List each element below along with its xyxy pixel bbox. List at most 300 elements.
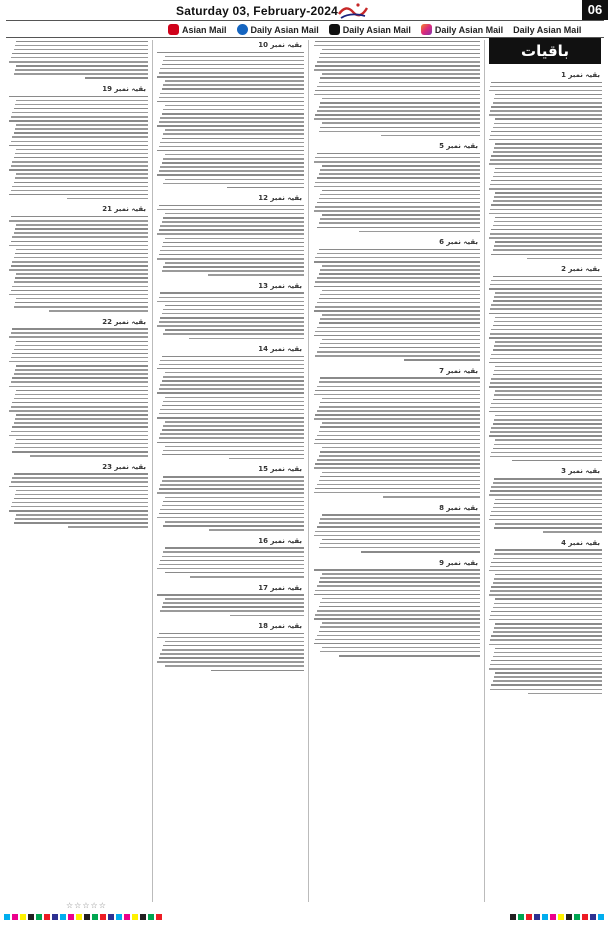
issue-date: Saturday 03, February-2024 bbox=[176, 4, 338, 18]
text-line bbox=[494, 370, 602, 372]
text-line bbox=[315, 414, 480, 416]
text-line bbox=[11, 290, 148, 292]
text-line bbox=[495, 118, 602, 120]
text-line bbox=[14, 306, 148, 308]
social-link-label: Asian Mail bbox=[182, 24, 227, 35]
text-line bbox=[159, 488, 304, 490]
text-line bbox=[319, 249, 480, 251]
registration-mark bbox=[84, 914, 90, 920]
text-line bbox=[163, 450, 304, 452]
text-line bbox=[229, 458, 304, 460]
text-line bbox=[491, 486, 602, 488]
text-line bbox=[15, 302, 148, 304]
text-line bbox=[319, 522, 480, 524]
text-line bbox=[162, 64, 304, 66]
text-line bbox=[404, 359, 480, 361]
text-line bbox=[159, 437, 304, 439]
text-line bbox=[322, 339, 480, 341]
text-line bbox=[165, 80, 304, 82]
text-line bbox=[314, 310, 480, 312]
text-line bbox=[15, 153, 148, 155]
text-line bbox=[495, 292, 602, 294]
text-line bbox=[160, 68, 304, 70]
text-line bbox=[16, 490, 148, 492]
text-line bbox=[322, 73, 480, 75]
continuation-heading: بقیہ نمبر 9 bbox=[439, 558, 478, 567]
text-line bbox=[319, 173, 480, 175]
text-line bbox=[320, 169, 480, 171]
text-line bbox=[317, 277, 480, 279]
text-line bbox=[490, 308, 602, 310]
text-line bbox=[12, 402, 148, 404]
text-line bbox=[319, 273, 480, 275]
column-2 bbox=[156, 38, 304, 904]
text-line bbox=[322, 190, 480, 192]
registration-mark bbox=[44, 914, 50, 920]
text-line bbox=[322, 647, 480, 649]
text-line bbox=[320, 651, 480, 653]
text-line bbox=[493, 374, 602, 376]
text-line bbox=[9, 169, 148, 171]
column-divider bbox=[308, 40, 309, 902]
text-line bbox=[495, 366, 602, 368]
registration-mark bbox=[550, 914, 556, 920]
text-line bbox=[165, 105, 304, 107]
social-link[interactable] bbox=[513, 22, 581, 37]
text-line bbox=[489, 237, 602, 239]
text-line bbox=[314, 94, 480, 96]
text-line bbox=[157, 417, 304, 419]
article-block bbox=[8, 41, 148, 79]
text-line bbox=[495, 574, 602, 576]
text-line bbox=[160, 250, 304, 252]
text-line bbox=[16, 514, 148, 516]
text-line bbox=[317, 153, 480, 155]
text-line bbox=[317, 110, 480, 112]
text-line bbox=[315, 531, 480, 533]
header-rule bbox=[6, 20, 604, 21]
text-line bbox=[160, 653, 304, 655]
text-line bbox=[491, 82, 602, 84]
text-line bbox=[160, 610, 304, 612]
text-line bbox=[157, 52, 304, 54]
text-line bbox=[159, 146, 304, 148]
text-line bbox=[160, 93, 304, 95]
text-line bbox=[15, 369, 148, 371]
text-line bbox=[15, 45, 148, 47]
text-line bbox=[495, 241, 602, 243]
article-block bbox=[312, 238, 480, 361]
registration-mark bbox=[108, 914, 114, 920]
text-line bbox=[322, 539, 480, 541]
text-line bbox=[314, 186, 480, 188]
registration-mark bbox=[12, 914, 18, 920]
text-line bbox=[314, 286, 480, 288]
text-line bbox=[320, 318, 480, 320]
text-line bbox=[159, 121, 304, 123]
text-line bbox=[491, 586, 602, 588]
text-line bbox=[162, 505, 304, 507]
text-line bbox=[14, 182, 148, 184]
text-line bbox=[160, 433, 304, 435]
registration-mark bbox=[132, 914, 138, 920]
text-line bbox=[159, 205, 304, 207]
text-line bbox=[490, 233, 602, 235]
text-line bbox=[11, 57, 148, 59]
text-line bbox=[494, 221, 602, 223]
text-line bbox=[14, 422, 148, 424]
text-line bbox=[493, 680, 602, 682]
social-links-bar bbox=[168, 22, 582, 37]
text-line bbox=[9, 386, 148, 388]
text-line bbox=[162, 88, 304, 90]
text-line bbox=[320, 518, 480, 520]
article-block bbox=[488, 71, 602, 259]
continuation-heading: بقیہ نمبر 17 bbox=[258, 583, 302, 592]
registration-mark bbox=[574, 914, 580, 920]
text-line bbox=[489, 288, 602, 290]
text-line bbox=[493, 225, 602, 227]
text-line bbox=[16, 173, 148, 175]
text-line bbox=[317, 635, 480, 637]
text-line bbox=[490, 490, 602, 492]
text-line bbox=[165, 213, 304, 215]
article-block bbox=[312, 41, 480, 137]
text-line bbox=[315, 355, 480, 357]
registration-mark bbox=[590, 914, 596, 920]
text-line bbox=[315, 206, 480, 208]
social-link[interactable] bbox=[237, 22, 319, 37]
text-line bbox=[162, 221, 304, 223]
text-line bbox=[15, 345, 148, 347]
registration-mark bbox=[28, 914, 34, 920]
text-line bbox=[490, 515, 602, 517]
text-line bbox=[11, 431, 148, 433]
registration-mark bbox=[598, 914, 604, 920]
text-line bbox=[165, 397, 304, 399]
text-line bbox=[11, 357, 148, 359]
text-line bbox=[491, 229, 602, 231]
text-line bbox=[163, 183, 304, 185]
text-line bbox=[491, 403, 602, 405]
text-line bbox=[162, 606, 304, 608]
text-line bbox=[489, 411, 602, 413]
registration-mark bbox=[566, 914, 572, 920]
text-line bbox=[491, 354, 602, 356]
text-line bbox=[12, 353, 148, 355]
text-line bbox=[9, 194, 148, 196]
text-line bbox=[315, 590, 480, 592]
text-line bbox=[317, 610, 480, 612]
text-line bbox=[12, 161, 148, 163]
column-1 bbox=[8, 38, 148, 904]
text-line bbox=[319, 131, 480, 133]
continuation-heading: بقیہ نمبر 23 bbox=[102, 462, 146, 471]
text-line bbox=[489, 619, 602, 621]
text-line bbox=[165, 641, 304, 643]
text-line bbox=[163, 158, 304, 160]
text-line bbox=[489, 337, 602, 339]
text-line bbox=[491, 684, 602, 686]
text-line bbox=[16, 249, 148, 251]
text-line bbox=[491, 660, 602, 662]
text-line bbox=[314, 335, 480, 337]
text-line bbox=[165, 521, 304, 523]
text-line bbox=[12, 136, 148, 138]
text-line bbox=[11, 216, 148, 218]
twitter-icon bbox=[329, 24, 340, 35]
text-line bbox=[493, 582, 602, 584]
text-line bbox=[315, 439, 480, 441]
facebook-icon bbox=[237, 24, 248, 35]
text-line bbox=[14, 257, 148, 259]
text-line bbox=[162, 356, 304, 358]
text-line bbox=[9, 220, 148, 222]
text-line bbox=[490, 159, 602, 161]
text-line bbox=[495, 672, 602, 674]
text-line bbox=[157, 661, 304, 663]
text-line bbox=[494, 196, 602, 198]
text-line bbox=[319, 606, 480, 608]
text-line bbox=[495, 168, 602, 170]
text-line bbox=[319, 631, 480, 633]
continuation-heading: بقیہ نمبر 10 bbox=[258, 41, 302, 49]
text-line bbox=[493, 200, 602, 202]
text-line bbox=[163, 84, 304, 86]
text-line bbox=[14, 108, 148, 110]
text-line bbox=[14, 398, 148, 400]
text-line bbox=[494, 676, 602, 678]
text-line bbox=[512, 460, 602, 462]
text-line bbox=[491, 155, 602, 157]
text-line bbox=[211, 670, 304, 672]
text-line bbox=[163, 401, 304, 403]
text-line bbox=[494, 603, 602, 605]
text-line bbox=[15, 518, 148, 520]
text-line bbox=[317, 459, 480, 461]
text-line bbox=[489, 188, 602, 190]
continuation-heading: بقیہ نمبر 14 bbox=[258, 345, 302, 353]
text-line bbox=[319, 581, 480, 583]
text-line bbox=[12, 236, 148, 238]
text-line bbox=[157, 594, 304, 596]
text-line bbox=[159, 657, 304, 659]
text-line bbox=[315, 614, 480, 616]
article-block bbox=[488, 265, 602, 461]
text-line bbox=[493, 558, 602, 560]
registration-mark bbox=[20, 914, 26, 920]
text-line bbox=[157, 568, 304, 570]
text-line bbox=[15, 443, 148, 445]
text-line bbox=[495, 415, 602, 417]
text-line bbox=[315, 157, 480, 159]
text-line bbox=[11, 381, 148, 383]
text-line bbox=[317, 177, 480, 179]
text-line bbox=[230, 615, 304, 617]
text-line bbox=[160, 117, 304, 119]
text-line bbox=[314, 210, 480, 212]
continuation-heading: بقیہ نمبر 15 bbox=[258, 465, 302, 474]
social-link-label: Daily Asian Mail bbox=[342, 24, 411, 35]
text-line bbox=[163, 602, 304, 604]
text-line bbox=[490, 639, 602, 641]
text-line bbox=[319, 298, 480, 300]
text-line bbox=[315, 281, 480, 283]
text-line bbox=[543, 531, 602, 533]
text-line bbox=[495, 549, 602, 551]
text-line bbox=[322, 290, 480, 292]
text-line bbox=[494, 123, 602, 125]
text-line bbox=[157, 125, 304, 127]
text-line bbox=[15, 277, 148, 279]
text-line bbox=[319, 480, 480, 482]
text-line bbox=[9, 435, 148, 437]
registration-mark bbox=[510, 914, 516, 920]
text-line bbox=[165, 547, 304, 549]
text-line bbox=[314, 45, 480, 47]
text-line bbox=[494, 419, 602, 421]
text-line bbox=[68, 526, 148, 528]
continuation-heading: بقیہ نمبر 19 bbox=[102, 84, 146, 93]
text-line bbox=[9, 294, 148, 296]
text-line bbox=[11, 116, 148, 118]
text-line bbox=[163, 60, 304, 62]
text-line bbox=[320, 602, 480, 604]
text-line bbox=[490, 86, 602, 88]
continuation-heading: بقیہ نمبر 7 bbox=[439, 366, 478, 375]
text-line bbox=[494, 478, 602, 480]
text-line bbox=[317, 386, 480, 388]
text-line bbox=[14, 349, 148, 351]
text-line bbox=[495, 192, 602, 194]
text-line bbox=[162, 162, 304, 164]
social-link[interactable] bbox=[168, 22, 227, 37]
footer-stars: ☆☆☆☆☆ bbox=[66, 901, 107, 910]
text-line bbox=[489, 494, 602, 496]
text-line bbox=[14, 73, 148, 75]
text-line bbox=[493, 325, 602, 327]
text-line bbox=[319, 381, 480, 383]
text-line bbox=[315, 639, 480, 641]
text-line bbox=[11, 241, 148, 243]
social-link[interactable] bbox=[421, 22, 503, 37]
print-registration-marks bbox=[0, 912, 610, 926]
text-line bbox=[12, 112, 148, 114]
text-line bbox=[165, 372, 304, 374]
text-line bbox=[489, 362, 602, 364]
text-line bbox=[159, 170, 304, 172]
text-line bbox=[491, 378, 602, 380]
text-line bbox=[14, 373, 148, 375]
text-line bbox=[489, 114, 602, 116]
text-line bbox=[317, 202, 480, 204]
text-line bbox=[361, 551, 480, 553]
text-line bbox=[493, 507, 602, 509]
text-line bbox=[315, 65, 480, 67]
text-line bbox=[490, 456, 602, 458]
text-line bbox=[160, 360, 304, 362]
text-line bbox=[14, 49, 148, 51]
text-line bbox=[162, 405, 304, 407]
article-block bbox=[156, 282, 304, 339]
text-line bbox=[14, 447, 148, 449]
text-line bbox=[320, 377, 480, 379]
text-line bbox=[319, 431, 480, 433]
text-line bbox=[489, 386, 602, 388]
text-line bbox=[162, 270, 304, 272]
text-line bbox=[489, 519, 602, 521]
continuation-heading: بقیہ نمبر 13 bbox=[258, 281, 302, 290]
instagram-icon bbox=[421, 24, 432, 35]
text-line bbox=[160, 560, 304, 562]
text-line bbox=[491, 131, 602, 133]
text-line bbox=[494, 345, 602, 347]
text-line bbox=[320, 476, 480, 478]
continuation-heading: بقیہ نمبر 12 bbox=[258, 194, 302, 203]
text-line bbox=[322, 398, 480, 400]
text-line bbox=[489, 213, 602, 215]
text-line bbox=[490, 407, 602, 409]
text-line bbox=[162, 480, 304, 482]
article-block bbox=[312, 367, 480, 498]
text-line bbox=[16, 224, 148, 226]
text-line bbox=[495, 217, 602, 219]
registration-mark bbox=[558, 914, 564, 920]
text-line bbox=[163, 333, 304, 335]
continuation-heading: بقیہ نمبر 2 bbox=[561, 265, 600, 274]
text-line bbox=[165, 421, 304, 423]
text-line bbox=[317, 526, 480, 528]
text-line bbox=[159, 254, 304, 256]
text-line bbox=[528, 693, 602, 695]
text-line bbox=[322, 122, 480, 124]
text-line bbox=[163, 309, 304, 311]
text-line bbox=[493, 151, 602, 153]
text-line bbox=[12, 477, 148, 479]
text-line bbox=[527, 258, 602, 260]
text-line bbox=[490, 358, 602, 360]
text-line bbox=[489, 644, 602, 646]
text-line bbox=[319, 347, 480, 349]
text-line bbox=[15, 494, 148, 496]
text-line bbox=[490, 615, 602, 617]
text-line bbox=[9, 245, 148, 247]
registration-mark bbox=[148, 914, 154, 920]
text-line bbox=[85, 77, 148, 79]
article-block bbox=[312, 504, 480, 553]
continuation-heading: بقیہ نمبر 4 bbox=[561, 538, 600, 547]
text-line bbox=[163, 376, 304, 378]
text-line bbox=[493, 399, 602, 401]
text-line bbox=[165, 305, 304, 307]
text-line bbox=[160, 292, 304, 294]
text-line bbox=[317, 410, 480, 412]
text-line bbox=[9, 486, 148, 488]
text-line bbox=[16, 439, 148, 441]
text-line bbox=[159, 97, 304, 99]
text-line bbox=[162, 454, 304, 456]
text-line bbox=[159, 229, 304, 231]
text-line bbox=[9, 410, 148, 412]
text-line bbox=[314, 118, 480, 120]
social-link[interactable] bbox=[329, 22, 411, 37]
registration-mark bbox=[4, 914, 10, 920]
text-line bbox=[319, 82, 480, 84]
text-line bbox=[157, 392, 304, 394]
text-line bbox=[495, 499, 602, 501]
text-line bbox=[495, 523, 602, 525]
text-line bbox=[160, 509, 304, 511]
